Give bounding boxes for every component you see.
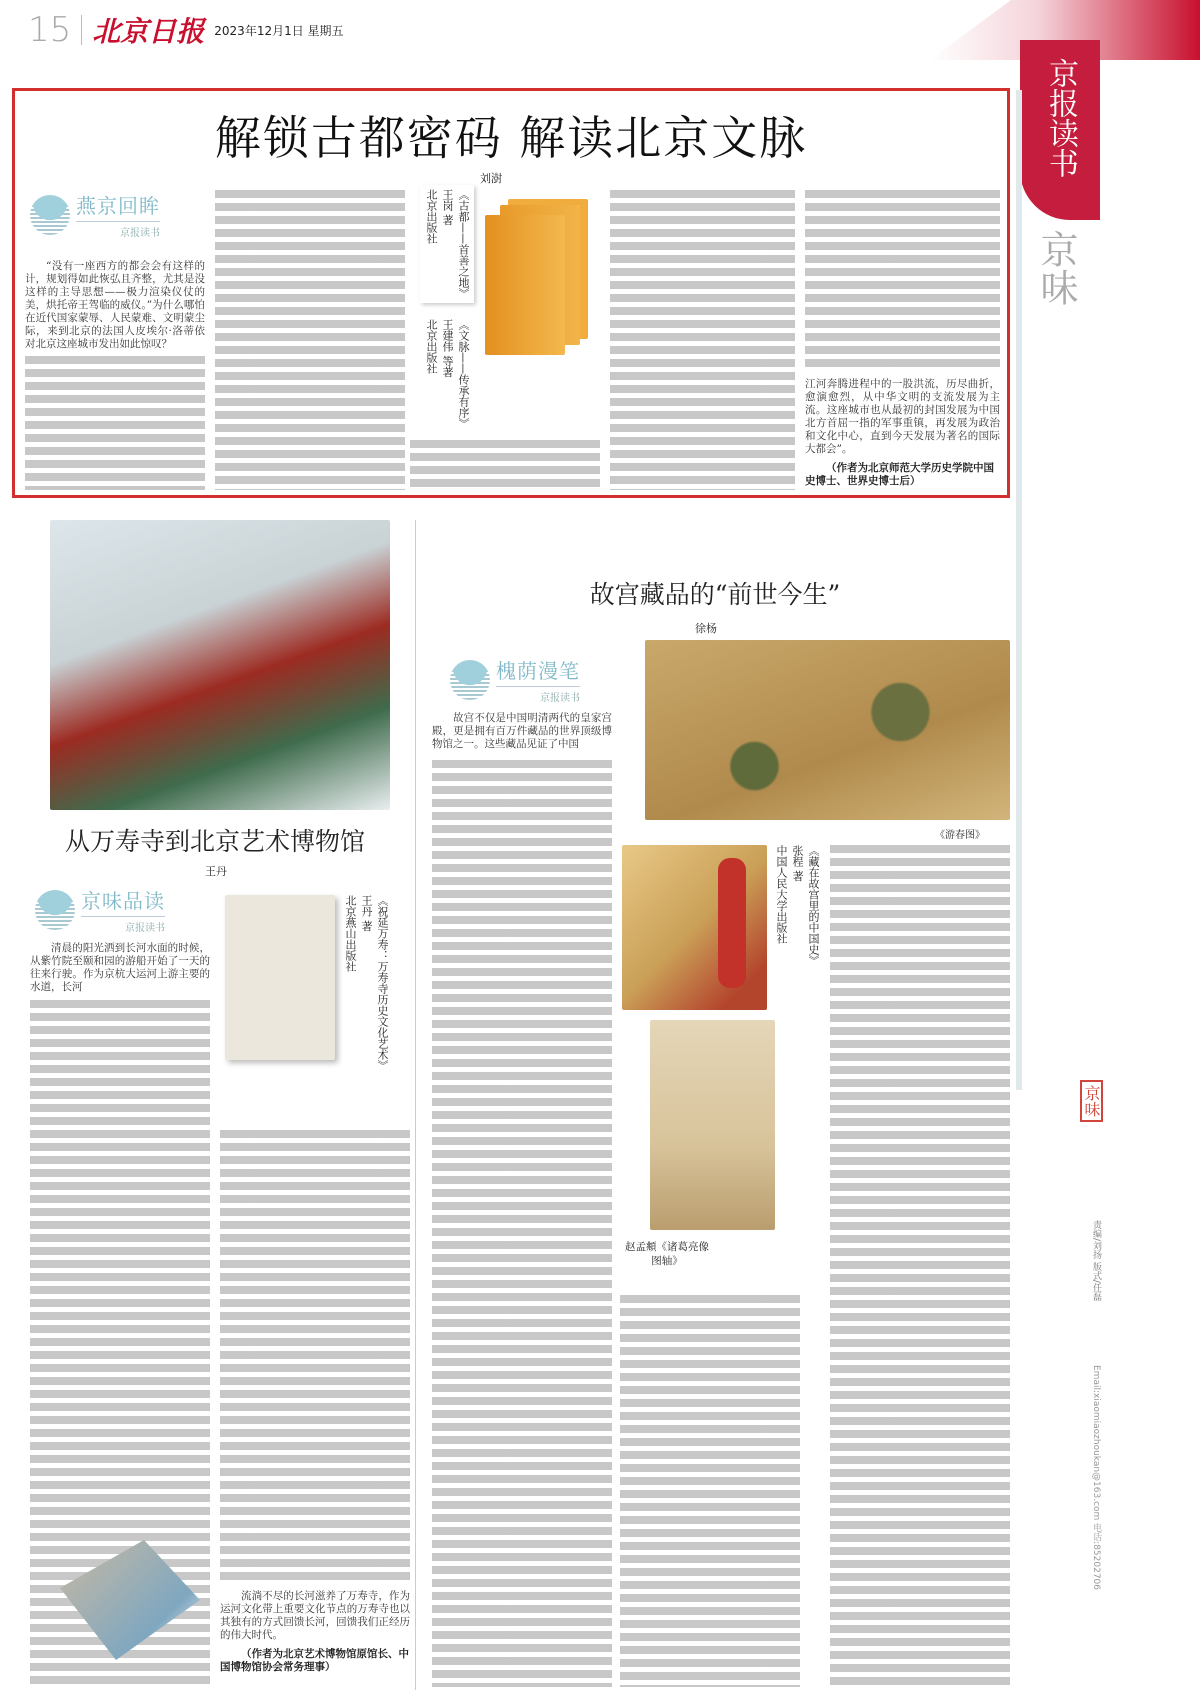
- painting-caption: 《游春图》: [935, 830, 985, 841]
- book-publisher: 北京出版社: [425, 319, 438, 374]
- section-name: 槐荫漫笔: [496, 659, 580, 683]
- portrait-caption: 赵孟頫《诸葛亮像图轴》: [625, 1241, 709, 1267]
- feature-opening: “没有一座西方的都会会有这样的计，规划得如此恢弘且齐整，尤其是没这样的主导思想——极力渲染仪仗的美，烘托帝王驾临的威仪。”为什么哪怕在近代国家蒙辱、人民蒙难、文明蒙尘际，来到北京的法国人皮埃尔·洛蒂依对北京这座城市发出如此惊叹？: [25, 260, 205, 350]
- side-rule: [1016, 90, 1022, 1090]
- wanshou-book-caption: [343, 895, 389, 1071]
- spring-outing-painting: [645, 640, 1010, 820]
- feature-author-note: （作者为北京师范大学历史学院中国史博士、世界史博士后）: [805, 462, 994, 487]
- text-column: [432, 760, 612, 1687]
- book2-caption: [420, 315, 474, 433]
- fan-logo-icon: [30, 195, 70, 235]
- book1-caption: [420, 185, 474, 303]
- page-number: 15: [28, 10, 72, 50]
- text-column: [220, 1130, 410, 1585]
- paper-logo: 北京日报: [92, 15, 205, 48]
- fan-logo-icon: [450, 660, 490, 700]
- wanshou-closing: 流淌不尽的长河滋养了万寿寺，作为运河文化带上重要文化节点的万寿寺也以其独有的方式回馈长河，回馈我们正经历的伟大时代。: [220, 1590, 410, 1641]
- wanshou-author-note: （作者为北京艺术博物馆原馆长、中国博物馆协会常务理事）: [220, 1648, 409, 1673]
- palace-opening: 故宫不仅是中国明清两代的皇家宫殿，更是拥有百万件藏品的世界顶级博物馆之一。这些藏品见证了中国: [432, 712, 612, 750]
- section-sub: 京报读书: [81, 916, 165, 934]
- book-publisher: 北京出版社: [425, 189, 438, 244]
- seal-stamp: 京味: [1080, 1080, 1103, 1122]
- book-title: 《藏在故宫里的中国史》: [807, 845, 820, 966]
- temple-roof-photo: [50, 520, 390, 810]
- editor-credit: 责编/刘扬 版式/任磊: [1091, 1220, 1101, 1301]
- text-column: [610, 190, 795, 490]
- feature-title: 解锁古都密码 解读北京文脉: [214, 111, 808, 165]
- masthead: [28, 10, 344, 50]
- zhuge-liang-portrait: [650, 1020, 775, 1230]
- book-author: 王丹 著: [360, 895, 373, 932]
- text-column: [215, 190, 405, 490]
- text-column: [410, 440, 600, 490]
- section-name: 京味品读: [81, 889, 165, 913]
- divider: [81, 15, 82, 45]
- wanshou-opening: 清晨的阳光洒到长河水面的时候，从紫竹院至颐和园的游船开始了一天的往来行驶。作为京杭大运河上游主要的水道，长河: [30, 942, 210, 993]
- column-banner: [1020, 40, 1100, 220]
- wanshou-title: 从万寿寺到北京艺术博物馆: [64, 827, 365, 856]
- column-subtitle: 京味: [1034, 230, 1078, 306]
- text-column: [25, 356, 205, 490]
- book-author: 王建伟 等著: [441, 319, 454, 378]
- book-title: 《古都——首善之地》: [457, 189, 470, 299]
- book-cover-image: [485, 215, 565, 355]
- text-column: [805, 190, 1000, 372]
- book-spine-red: [718, 858, 746, 988]
- wanshou-byline: 王丹: [205, 865, 227, 878]
- section-logo-jingwei: [35, 885, 165, 934]
- section-logo-yanjing: [30, 190, 160, 239]
- book-cover-image: [225, 895, 335, 1060]
- book-title: 《文脉——传承有序》: [457, 319, 470, 429]
- column-banner-title: 京报读书: [1043, 58, 1078, 178]
- palace-title: 故宫藏品的“前世今生”: [589, 580, 841, 609]
- section-name: 燕京回眸: [76, 194, 160, 218]
- text-column: [620, 1295, 800, 1687]
- palace-byline: 徐杨: [695, 622, 717, 635]
- feature-byline: 刘澍: [480, 172, 502, 185]
- issue-date: 2023年12月1日 星期五: [214, 23, 344, 38]
- contact-info: Email:xiaomiaozhoukan@163.com 电话:85202706: [1091, 1365, 1101, 1591]
- section-divider: [415, 520, 416, 1690]
- book-author: 王岗 著: [441, 189, 454, 226]
- feature-closing: 江河奔腾进程中的一股洪流，历尽曲折，愈演愈烈，从中华文明的支流发展为主流。这座城市也从最初的封国发展为中国北方首屈一指的军事重镇，再发展为政治和文化中心，直到今天发展为著名的国际大都会”。: [805, 378, 1000, 455]
- book-author: 张程 著: [791, 845, 804, 882]
- section-sub: 京报读书: [496, 686, 580, 704]
- fan-logo-icon: [35, 890, 75, 930]
- book-publisher: 中国人民大学出版社: [775, 845, 788, 944]
- book-title: 《祝延万寿：万寿寺历史文化艺术》: [376, 895, 389, 1071]
- text-column: [830, 845, 1010, 1687]
- section-sub: 京报读书: [76, 221, 160, 239]
- palace-book-caption: [774, 845, 820, 966]
- book-publisher: 北京燕山出版社: [344, 895, 357, 972]
- section-logo-huaiyin: [450, 655, 580, 704]
